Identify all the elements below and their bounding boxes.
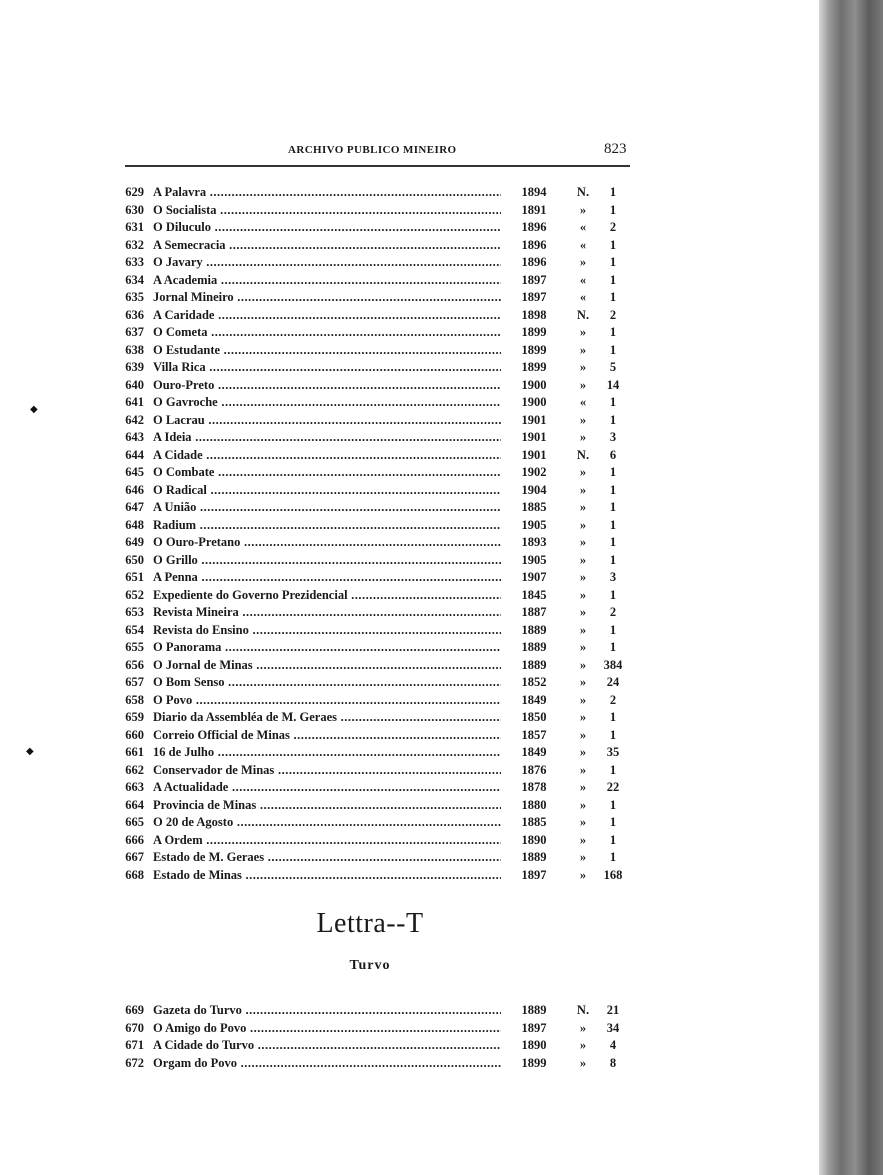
entry-year: 1876 [521, 762, 547, 777]
list-item [118, 604, 638, 621]
entry-year: 1898 [521, 307, 547, 322]
entry-title: O Cometa ..... [153, 324, 501, 341]
entry-number: 666 [125, 832, 144, 847]
running-header-title: ARCHIVO PUBLICO MINEIRO [288, 144, 457, 156]
list-item [118, 797, 638, 814]
entry-mark: » [579, 850, 587, 864]
entry-year: 1905 [521, 552, 547, 567]
entry-number: 647 [125, 500, 144, 514]
entry-title: O Gavroche ..... [153, 394, 501, 411]
entry-number: 638 [125, 342, 144, 357]
entry-mark: » [579, 622, 587, 637]
entry-mark: » [579, 430, 587, 444]
entry-number: 645 [125, 465, 144, 479]
entry-year: 1896 [521, 255, 547, 269]
entry-title: O Grillo ..... [153, 552, 501, 569]
entry-year: 1901 [521, 447, 547, 462]
entry-mark: » [579, 202, 587, 217]
entry-number: 653 [125, 605, 144, 619]
entry-title: Expediente do Governo Prezidencial ..... [153, 587, 501, 604]
entry-mark: » [579, 727, 587, 742]
list-item [118, 184, 638, 201]
entry-count: 1 [609, 797, 617, 812]
entry-title: Ouro-Preto ..... [153, 377, 501, 394]
entry-title: O Socialista ..... [153, 202, 501, 219]
entry-count: 2 [609, 220, 617, 234]
entry-title: Villa Rica ..... [153, 359, 501, 376]
entry-year: 1890 [521, 832, 547, 847]
entry-count: 1 [609, 342, 617, 357]
entry-number: 631 [125, 220, 144, 234]
entry-mark: » [579, 342, 587, 357]
entry-title: A Palavra ..... [153, 184, 501, 201]
entry-year: 1887 [521, 605, 547, 619]
entry-count: 34 [606, 1020, 620, 1035]
entry-mark: « [579, 220, 587, 234]
entry-title: O Estudante ..... [153, 342, 501, 359]
entry-number: 658 [125, 692, 144, 707]
entry-count: 1 [609, 255, 617, 269]
list-item [118, 779, 638, 796]
entry-year: 1894 [521, 185, 547, 199]
list-item [118, 342, 638, 359]
entry-count: 3 [609, 570, 617, 584]
entry-number: 640 [125, 377, 144, 392]
entry-number: 630 [125, 202, 144, 217]
entry-year: 1897 [521, 290, 547, 304]
entry-year: 1891 [521, 202, 547, 217]
entry-mark: N. [576, 185, 590, 199]
entry-mark: » [579, 797, 587, 812]
entry-year: 1849 [521, 692, 547, 707]
list-item [118, 534, 638, 551]
entry-number: 648 [125, 517, 144, 532]
list-item [118, 1020, 638, 1037]
entry-number: 671 [125, 1038, 144, 1052]
list-item [118, 394, 638, 411]
entry-count: 3 [609, 430, 617, 444]
entry-number: 632 [125, 237, 144, 252]
entry-year: 1899 [521, 360, 547, 374]
entry-mark: » [579, 535, 587, 549]
list-item [118, 377, 638, 394]
list-item [118, 727, 638, 744]
list-item [118, 657, 638, 674]
entry-number: 637 [125, 325, 144, 339]
entry-count: 1 [609, 412, 617, 427]
list-item [118, 587, 638, 604]
entry-title: O Ouro-Pretano ..... [153, 534, 501, 551]
list-item [118, 762, 638, 779]
entry-year: 1904 [521, 482, 547, 497]
entry-count: 1 [609, 202, 617, 217]
entry-title: A Caridade ..... [153, 307, 501, 324]
entry-title: A União ..... [153, 499, 501, 516]
list-item [118, 307, 638, 324]
entry-mark: » [579, 640, 587, 654]
entry-mark: » [579, 675, 587, 689]
entry-title: Diario da Assembléa de M. Geraes ..... [153, 709, 501, 726]
entry-title: Revista Mineira ..... [153, 604, 501, 621]
entry-year: 1845 [521, 587, 547, 602]
entry-title: 16 de Julho ..... [153, 744, 501, 761]
list-item [118, 324, 638, 341]
entry-title: O 20 de Agosto ..... [153, 814, 501, 831]
entry-title: O Amigo do Povo ..... [153, 1020, 501, 1037]
entry-year: 1901 [521, 430, 547, 444]
list-item [118, 447, 638, 464]
entry-year: 1899 [521, 1055, 547, 1070]
list-item [118, 692, 638, 709]
entry-count: 2 [609, 605, 617, 619]
entry-title: Estado de Minas ..... [153, 867, 501, 884]
entry-mark: » [579, 710, 587, 724]
entry-count: 1 [609, 325, 617, 339]
entry-year: 1857 [521, 727, 547, 742]
list-item [118, 849, 638, 866]
list-item [118, 254, 638, 271]
list-item [118, 639, 638, 656]
entry-count: 1 [609, 832, 617, 847]
entry-mark: » [579, 692, 587, 707]
entry-number: 663 [125, 780, 144, 794]
entry-mark: « [579, 237, 587, 252]
entry-count: 1 [609, 185, 617, 199]
entry-title: Correio Official de Minas ..... [153, 727, 501, 744]
entry-number: 639 [125, 360, 144, 374]
entry-year: 1893 [521, 535, 547, 549]
entry-number: 635 [125, 290, 144, 304]
entry-title: O Povo ..... [153, 692, 501, 709]
entry-number: 659 [125, 710, 144, 724]
entry-mark: » [579, 465, 587, 479]
list-item [118, 674, 638, 691]
entry-title: O Jornal de Minas ..... [153, 657, 501, 674]
entry-count: 1 [609, 237, 617, 252]
list-item [118, 1002, 638, 1019]
entry-count: 4 [609, 1038, 617, 1052]
entry-count: 21 [606, 1003, 620, 1017]
entry-number: 657 [125, 675, 144, 689]
entry-number: 654 [125, 622, 144, 637]
entry-count: 22 [606, 780, 620, 794]
header-rule [125, 165, 630, 167]
entry-mark: « [579, 290, 587, 304]
entry-mark: » [579, 780, 587, 794]
entry-title: O Bom Senso ..... [153, 674, 501, 691]
entry-title: O Diluculo ..... [153, 219, 501, 236]
entry-mark: » [579, 815, 587, 829]
list-item [118, 569, 638, 586]
entry-year: 1902 [521, 465, 547, 479]
entry-mark: » [579, 745, 587, 759]
entry-count: 384 [603, 657, 623, 672]
entry-mark: N. [576, 307, 590, 322]
entry-number: 662 [125, 762, 144, 777]
entry-number: 655 [125, 640, 144, 654]
entry-year: 1889 [521, 622, 547, 637]
entry-year: 1849 [521, 745, 547, 759]
list-item [118, 1037, 638, 1054]
entry-year: 1899 [521, 325, 547, 339]
entry-title: Gazeta do Turvo ..... [153, 1002, 501, 1019]
entry-count: 1 [609, 535, 617, 549]
list-item [118, 499, 638, 516]
entry-number: 669 [125, 1003, 144, 1017]
list-item [118, 219, 638, 236]
entry-title: Orgam do Povo ..... [153, 1055, 501, 1072]
list-item [118, 832, 638, 849]
entry-mark: » [579, 867, 587, 882]
entry-count: 2 [609, 692, 617, 707]
list-item [118, 202, 638, 219]
entry-title: A Cidade do Turvo ..... [153, 1037, 501, 1054]
entry-count: 14 [606, 377, 620, 392]
entry-number: 643 [125, 430, 144, 444]
entry-mark: » [579, 570, 587, 584]
entry-year: 1897 [521, 867, 547, 882]
list-item [118, 1055, 638, 1072]
entry-mark: » [579, 325, 587, 339]
entry-year: 1897 [521, 1020, 547, 1035]
entry-count: 35 [606, 745, 620, 759]
entry-year: 1889 [521, 1003, 547, 1017]
entry-year: 1905 [521, 517, 547, 532]
entry-number: 649 [125, 535, 144, 549]
entry-year: 1878 [521, 780, 547, 794]
list-item [118, 744, 638, 761]
entry-title: O Panorama ..... [153, 639, 501, 656]
entry-mark: » [579, 832, 587, 847]
entry-number: 634 [125, 272, 144, 287]
entry-title: A Cidade ..... [153, 447, 501, 464]
entry-year: 1896 [521, 220, 547, 234]
list-item [118, 867, 638, 884]
list-item [118, 814, 638, 831]
book-spine-edge [819, 0, 883, 1175]
entry-title: A Actualidade ..... [153, 779, 501, 796]
entry-year: 1897 [521, 272, 547, 287]
entry-mark: N. [576, 1003, 590, 1017]
entry-mark: » [579, 587, 587, 602]
entry-count: 24 [606, 675, 620, 689]
entry-number: 661 [125, 745, 144, 759]
entry-title: A Academia ..... [153, 272, 501, 289]
entry-year: 1901 [521, 412, 547, 427]
entry-count: 1 [609, 710, 617, 724]
entry-count: 1 [609, 290, 617, 304]
entry-number: 636 [125, 307, 144, 322]
entry-count: 1 [609, 395, 617, 409]
entry-count: 2 [609, 307, 617, 322]
list-item [118, 272, 638, 289]
entry-title: O Radical ..... [153, 482, 501, 499]
entry-mark: » [579, 657, 587, 672]
entry-year: 1885 [521, 500, 547, 514]
entry-count: 1 [609, 500, 617, 514]
entry-number: 667 [125, 850, 144, 864]
entry-count: 1 [609, 587, 617, 602]
entry-count: 1 [609, 465, 617, 479]
entry-number: 651 [125, 570, 144, 584]
list-item [118, 429, 638, 446]
entry-number: 652 [125, 587, 144, 602]
entry-year: 1890 [521, 1038, 547, 1052]
entry-count: 1 [609, 850, 617, 864]
entry-title: Jornal Mineiro ..... [153, 289, 501, 306]
entry-count: 1 [609, 552, 617, 567]
entry-year: 1885 [521, 815, 547, 829]
entry-number: 668 [125, 867, 144, 882]
page-number: 823 [604, 141, 627, 157]
entry-count: 1 [609, 272, 617, 287]
entry-mark: « [579, 272, 587, 287]
entry-mark: » [579, 482, 587, 497]
entry-title: O Lacrau ..... [153, 412, 501, 429]
entry-year: 1880 [521, 797, 547, 812]
entry-mark: » [579, 255, 587, 269]
list-item [118, 237, 638, 254]
entry-year: 1899 [521, 342, 547, 357]
entry-mark: » [579, 1055, 587, 1070]
entry-number: 664 [125, 797, 144, 812]
entry-number: 642 [125, 412, 144, 427]
list-item [118, 552, 638, 569]
entry-title: A Ideia ..... [153, 429, 501, 446]
entry-number: 650 [125, 552, 144, 567]
entry-number: 629 [125, 185, 144, 199]
entry-count: 1 [609, 815, 617, 829]
margin-mark-icon: ◆ [30, 404, 38, 415]
entry-mark: » [579, 552, 587, 567]
entry-mark: N. [576, 447, 590, 462]
list-item [118, 412, 638, 429]
entry-title: Estado de M. Geraes ..... [153, 849, 501, 866]
entry-count: 1 [609, 517, 617, 532]
entry-mark: » [579, 412, 587, 427]
entry-title: Conservador de Minas ..... [153, 762, 501, 779]
entry-count: 8 [609, 1055, 617, 1070]
entry-number: 656 [125, 657, 144, 672]
entry-number: 644 [125, 447, 144, 462]
entry-year: 1900 [521, 377, 547, 392]
entry-mark: » [579, 360, 587, 374]
entry-count: 6 [609, 447, 617, 462]
entry-year: 1850 [521, 710, 547, 724]
entry-count: 1 [609, 482, 617, 497]
list-item [118, 289, 638, 306]
entry-year: 1889 [521, 640, 547, 654]
entry-number: 641 [125, 395, 144, 409]
entry-year: 1896 [521, 237, 547, 252]
entry-title: A Ordem ..... [153, 832, 501, 849]
margin-mark-icon: ◆ [26, 746, 34, 757]
entry-number: 633 [125, 255, 144, 269]
entry-title: Provincia de Minas ..... [153, 797, 501, 814]
list-item [118, 359, 638, 376]
entry-title: A Penna ..... [153, 569, 501, 586]
entry-number: 646 [125, 482, 144, 497]
entry-mark: » [579, 1038, 587, 1052]
list-item [118, 709, 638, 726]
entry-title: O Javary ..... [153, 254, 501, 271]
entry-year: 1889 [521, 657, 547, 672]
entry-count: 168 [603, 867, 623, 882]
entry-number: 665 [125, 815, 144, 829]
entry-mark: » [579, 517, 587, 532]
list-item [118, 482, 638, 499]
entry-title: Revista do Ensino ..... [153, 622, 501, 639]
entry-number: 672 [125, 1055, 144, 1070]
list-item [118, 464, 638, 481]
entry-count: 5 [609, 360, 617, 374]
entry-count: 1 [609, 762, 617, 777]
entry-number: 660 [125, 727, 144, 742]
entry-mark: » [579, 377, 587, 392]
entry-count: 1 [609, 622, 617, 637]
entry-mark: » [579, 605, 587, 619]
entry-title: O Combate ..... [153, 464, 501, 481]
entry-count: 1 [609, 727, 617, 742]
entry-year: 1900 [521, 395, 547, 409]
entry-count: 1 [609, 640, 617, 654]
list-item [118, 517, 638, 534]
section-subheading: Turvo [349, 958, 391, 973]
entry-number: 670 [125, 1020, 144, 1035]
section-heading: Lettra--T [316, 908, 424, 939]
entry-mark: » [579, 762, 587, 777]
entry-year: 1852 [521, 675, 547, 689]
entry-mark: » [579, 500, 587, 514]
entry-year: 1907 [521, 570, 547, 584]
list-item [118, 622, 638, 639]
entry-mark: « [579, 395, 587, 409]
entry-title: A Semecracia ..... [153, 237, 501, 254]
entry-title: Radium ..... [153, 517, 501, 534]
entry-mark: » [579, 1020, 587, 1035]
entry-year: 1889 [521, 850, 547, 864]
